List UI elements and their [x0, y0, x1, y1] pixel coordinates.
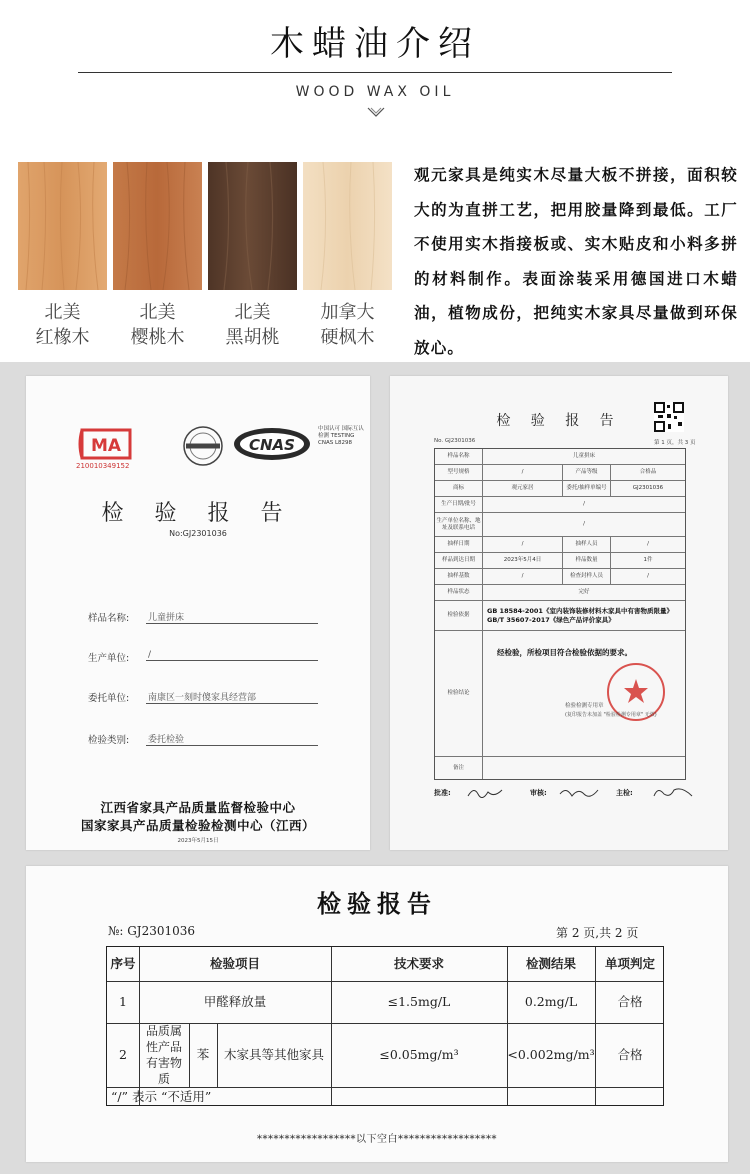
wood-label-maple: [303, 300, 392, 350]
row-value: GJ2301036: [632, 485, 664, 491]
page-title: 木蜡油介绍: [270, 24, 480, 64]
row-label: 检验结论: [435, 631, 483, 756]
stamp-caption: 检验检测专用章: [565, 703, 604, 709]
row-value: 2023年5月4日: [483, 553, 563, 568]
table-divider: [217, 1023, 218, 1087]
test-results-page: [26, 866, 728, 1162]
wood-label-line: 北美: [234, 302, 271, 323]
wood-label-red-oak: [18, 300, 107, 350]
field-value: 委托检验: [146, 732, 318, 746]
row-label: 检查封样人员: [563, 569, 611, 584]
table-row: [435, 585, 685, 601]
form-number: No. GJ2301036: [434, 438, 476, 444]
certificate-form: [390, 376, 728, 850]
table-row: [435, 757, 685, 779]
row-number: 2: [119, 1047, 127, 1062]
wood-swatch-maple: [303, 162, 392, 290]
row-item-group: 品质属性产品有害物质: [145, 1024, 182, 1086]
table-row: [435, 481, 685, 497]
field-producer: [88, 650, 328, 666]
field-label: 检验类别:: [88, 735, 130, 746]
field-sample-name: [88, 610, 328, 626]
table-row: [435, 513, 685, 537]
row-value: GB 18584-2001《室内装饰装修材料木家具中有害物质限量》 GB/T 35607-2017《绿色产品评价家具》: [487, 606, 673, 624]
row-label: 检验依据: [435, 601, 483, 630]
table-row: [435, 569, 685, 585]
row-value: 观元家居: [483, 481, 563, 496]
approve-label: 批准:: [434, 789, 451, 797]
review-label: 审核:: [530, 789, 547, 797]
field-value: 南康区一刻时傻家具经营部: [146, 690, 318, 704]
row-label: 产品等级: [563, 465, 611, 480]
row-value: 合格品: [639, 469, 657, 475]
wood-label-line: 北美: [44, 302, 81, 323]
row-requirement: ≤0.05mg/m³: [379, 1047, 459, 1062]
header-cell: 检测结果: [525, 956, 576, 971]
row-result: <0.002mg/m³: [507, 1047, 595, 1062]
cma-logo-icon: [78, 426, 134, 462]
wood-label-line: 北美: [139, 302, 176, 323]
field-label: 委托单位:: [88, 693, 130, 704]
table-row: [435, 553, 685, 569]
table-row: [435, 449, 685, 465]
row-result: 0.2mg/L: [524, 994, 578, 1009]
form-page: 第 1 页，共 3 页: [654, 440, 696, 446]
signature-approve: [466, 784, 506, 802]
wood-types-section: [0, 150, 750, 360]
row-label: 样品名称: [435, 449, 483, 464]
wood-description: 观元家具是纯实木尽量大板不拼接，面积较大的为直拼工艺，把用胶量降到最低。工厂不使用实木指接板或、实木贴皮和小料多拼的材料制作。表面涂装采用德国进口木蜡油，植物成份，把纯实木家具尽量做到环保放心。: [414, 165, 738, 357]
wood-label-cherry: [113, 300, 202, 350]
inspect-label: 主检:: [616, 789, 633, 797]
page-header: [0, 0, 750, 140]
svg-text:CNAS: CNAS: [249, 436, 295, 454]
field-client: [88, 690, 328, 706]
row-label: 商标: [435, 481, 483, 496]
wood-swatch-cherry: [113, 162, 202, 290]
chevron-down-icon: [366, 106, 386, 120]
row-item-sub: 苯: [196, 1047, 210, 1062]
table-row: [435, 465, 685, 481]
row-label: 委托/抽样单编号: [563, 481, 611, 496]
row-item-note: 木家具等其他家具: [223, 1047, 324, 1062]
header-cell: 技术要求: [393, 956, 444, 971]
row-label: 抽样人员: [563, 537, 611, 552]
form-title: 检 验 报 告: [496, 413, 622, 429]
stamp-note: (复印报告未加盖 "检验检测专用章" 无效): [565, 712, 657, 718]
title-divider: [78, 72, 672, 73]
table-note: “/” 表示 “不适用”: [111, 1089, 212, 1104]
row-value: /: [583, 501, 585, 507]
wood-label-line: 黑胡桃: [225, 327, 280, 348]
row-judgement: 合格: [617, 994, 643, 1009]
row-number: 1: [119, 994, 127, 1009]
certificate-number: No:GJ2301036: [169, 529, 227, 538]
row-requirement: ≤1.5mg/L: [387, 994, 451, 1009]
certificate-date: 2023年5月15日: [177, 838, 219, 844]
header-cell: 检验项目: [209, 956, 260, 971]
wood-label-line: 加拿大: [320, 302, 375, 323]
wood-swatch-walnut: [208, 162, 297, 290]
row-label: 生产日期/批号: [435, 497, 483, 512]
row-value: /: [647, 541, 649, 547]
field-test-type: [88, 732, 328, 748]
row-judgement: 合格: [617, 1047, 643, 1062]
wood-label-line: 硬枫木: [320, 327, 375, 348]
results-table: [106, 946, 664, 1106]
results-title: 检验报告: [317, 889, 437, 918]
cnas-logo-icon: [232, 426, 312, 462]
field-value: /: [146, 650, 318, 661]
certificate-cover: [26, 376, 370, 850]
row-label: 抽样日期: [435, 537, 483, 552]
row-value: 1件: [643, 557, 653, 563]
row-label: 抽样基数: [435, 569, 483, 584]
row-label: 型号规格: [435, 465, 483, 480]
field-label: 生产单位:: [88, 653, 130, 664]
ilac-mra-logo-icon: [178, 424, 228, 468]
signature-inspect: [652, 784, 696, 802]
row-label: 样品状态: [435, 585, 483, 600]
table-row: [435, 537, 685, 553]
wood-label-line: 樱桃木: [130, 327, 185, 348]
row-value: /: [483, 569, 563, 584]
conclusion-text: 经检验，所检项目符合检验依据的要求。: [497, 648, 632, 657]
form-table: [434, 448, 686, 780]
header-cell: 单项判定: [604, 956, 655, 971]
cma-code: 210010349152: [76, 462, 130, 470]
row-value: 完好: [578, 589, 590, 595]
table-row: [435, 497, 685, 513]
row-value: /: [647, 573, 649, 579]
field-label: 样品名称:: [88, 613, 130, 624]
row-value: /: [483, 537, 563, 552]
issuing-org-line2: 国家家具产品质量检验检测中心（江西）: [80, 818, 315, 833]
row-label: 生产单位名称、地址及联系电话: [435, 513, 483, 536]
wood-label-line: 红橡木: [35, 327, 90, 348]
wood-swatch-red-oak: [18, 162, 107, 290]
cnas-caption: 中国认可 国际互认 检测 TESTING CNAS L8298: [318, 426, 364, 446]
row-item: 甲醛释放量: [203, 994, 267, 1009]
svg-text:MA: MA: [90, 436, 122, 456]
row-label: 样品数量: [563, 553, 611, 568]
row-value: 儿童拼床: [572, 453, 595, 459]
field-value: 儿童拼床: [146, 610, 318, 624]
results-number: №: GJ2301036: [108, 924, 196, 938]
row-label: 样品到达日期: [435, 553, 483, 568]
table-row: [435, 631, 685, 757]
end-marker: ******************以下空白******************: [257, 1134, 497, 1145]
signature-review: [558, 784, 602, 802]
header-cell: 序号: [110, 956, 136, 971]
row-value: /: [483, 465, 563, 480]
page-subtitle: WOOD WAX OIL: [295, 84, 455, 100]
row-value: /: [583, 521, 585, 527]
issuing-org-line1: 江西省家具产品质量监督检验中心: [100, 800, 296, 815]
certificate-title: 检 验 报 告: [101, 501, 295, 526]
wood-label-walnut: [208, 300, 297, 350]
results-page: 第 2 页,共 2 页: [556, 926, 639, 940]
row-label: 备注: [435, 757, 483, 779]
qr-code-icon: [654, 402, 684, 432]
table-row: [435, 601, 685, 631]
